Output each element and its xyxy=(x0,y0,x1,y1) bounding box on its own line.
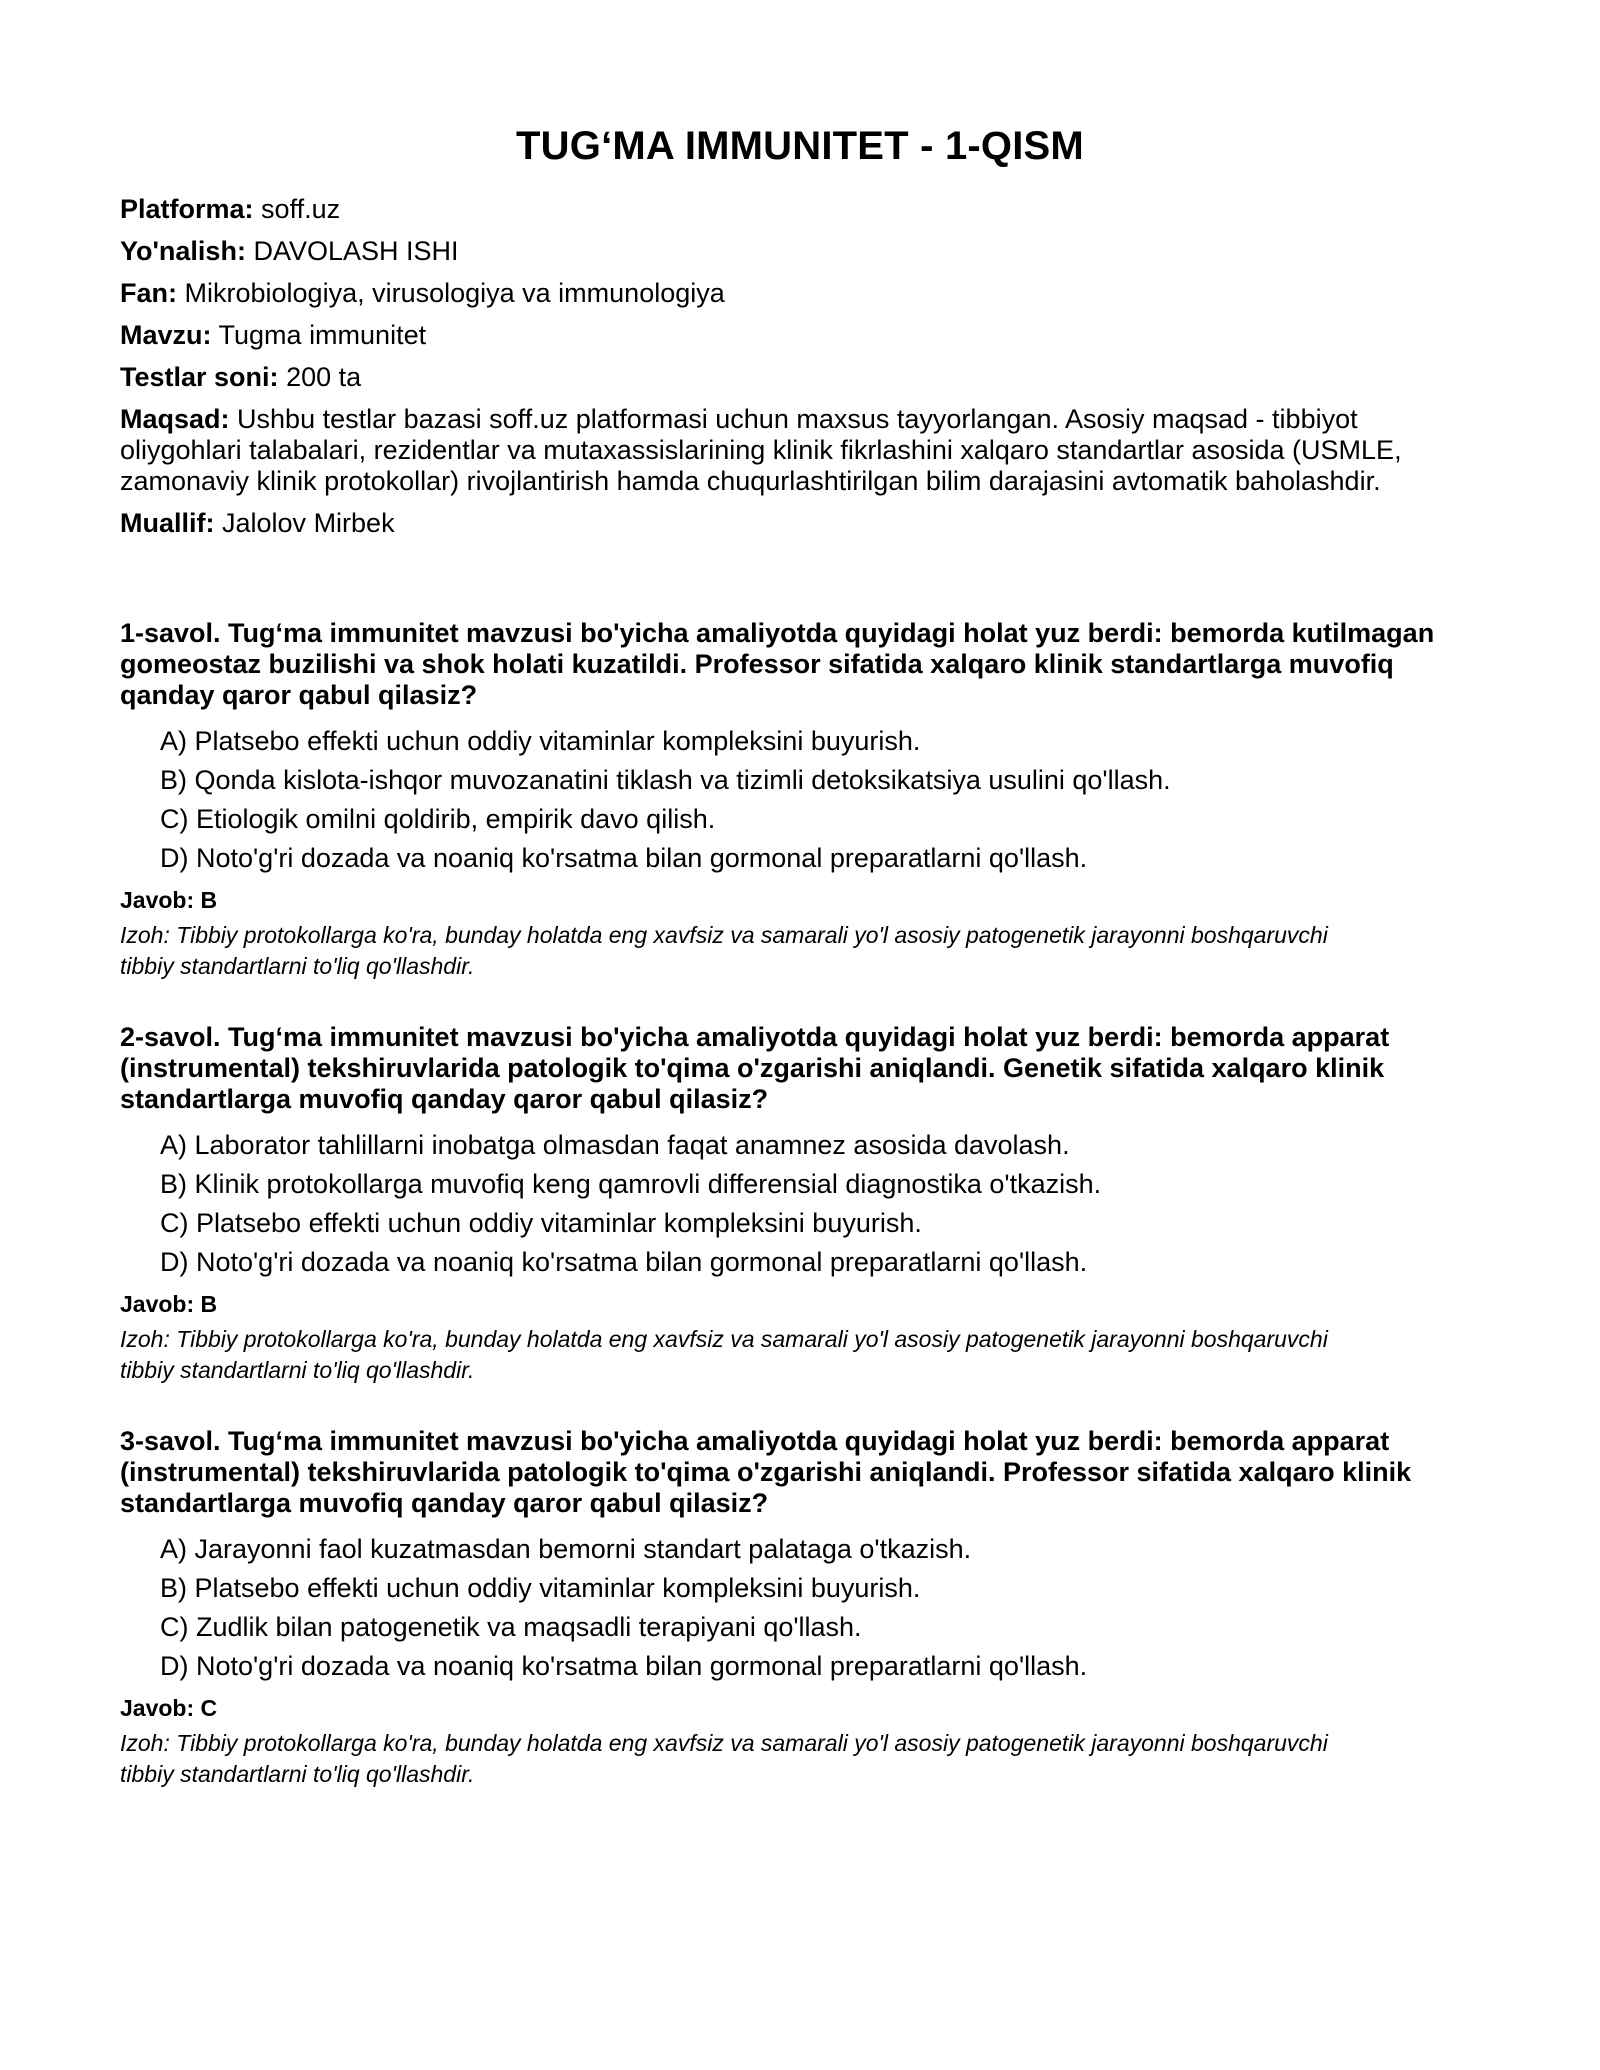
meta-author xyxy=(120,508,1460,539)
question-text: 3-savol. Tug‘ma immunitet mavzusi bo'yicha amaliyotda quyidagi holat yuz berdi: bemorda apparat (instrumental) tekshiruvlarida patologik to'qima o'zgarishi aniqlandi. Professor sifatida xalqaro klinik standartlarga muvofiq qanday qaror qabul qilasiz? xyxy=(120,1426,1412,1518)
meta-purpose xyxy=(120,404,1460,497)
question-text: 1-savol. Tug‘ma immunitet mavzusi bo'yicha amaliyotda quyidagi holat yuz berdi: bemorda kutilmagan gomeostaz buzilishi va shok holati kuzatildi. Professor sifatida xalqaro klinik standartlarga muvofiq qanday qaror qabul qilasiz? xyxy=(120,618,1435,710)
meta-label: Platforma: xyxy=(120,194,254,224)
meta-value: DAVOLASH ISHI xyxy=(253,236,459,266)
explanation-text: Izoh: Tibbiy protokollarga ko'ra, bunday holatda eng xavfsiz va samarali yo'l asosiy patogenetik jarayonni boshqaruvchi tibbiy standartlarni to'liq qo'llashdir. xyxy=(120,1730,1328,1787)
option-c: C) Platsebo effekti uchun oddiy vitaminlar kompleksini buyurish. xyxy=(160,1208,922,1238)
meta-value: soff.uz xyxy=(261,194,341,224)
option-c: C) Etiologik omilni qoldirib, empirik davo qilish. xyxy=(160,804,716,834)
document-page xyxy=(120,118,1480,1830)
question-text: 2-savol. Tug‘ma immunitet mavzusi bo'yicha amaliyotda quyidagi holat yuz berdi: bemorda apparat (instrumental) tekshiruvlarida patologik to'qima o'zgarishi aniqlandi. Genetik sifatida xalqaro klinik standartlarga muvofiq qanday qaror qabul qilasiz? xyxy=(120,1022,1390,1114)
meta-value: Ushbu testlar bazasi soff.uz platformasi uchun maxsus tayyorlangan. Asosiy maqsad - tibbiyot oliygohlari talabalari, rezidentlar va mutaxassislarining klinik fikrlashini xalqaro standartlar asosida (USMLE, zamonaviy klinik protokollar) rivojlantirish hamda chuqurlashtirilgan bilim darajasini avtomatik baholashdir. xyxy=(120,404,1402,496)
meta-label: Testlar soni: xyxy=(120,362,279,392)
meta-value: Mikrobiologiya, virusologiya va immunologiya xyxy=(184,278,725,308)
meta-label: Maqsad: xyxy=(120,404,230,434)
option-c: C) Zudlik bilan patogenetik va maqsadli terapiyani qo'llash. xyxy=(160,1612,862,1642)
answer-label: Javob: B xyxy=(120,887,218,913)
option-d: D) Noto'g'ri dozada va noaniq ko'rsatma bilan gormonal preparatlarni qo'llash. xyxy=(160,843,1088,873)
explanation-text: Izoh: Tibbiy protokollarga ko'ra, bunday holatda eng xavfsiz va samarali yo'l asosiy patogenetik jarayonni boshqaruvchi tibbiy standartlarni to'liq qo'llashdir. xyxy=(120,922,1328,979)
meta-label: Mavzu: xyxy=(120,320,212,350)
meta-topic xyxy=(120,320,1460,351)
option-b: B) Klinik protokollarga muvofiq keng qamrovli differensial diagnostika o'tkazish. xyxy=(160,1169,1102,1199)
question-block xyxy=(120,1022,1480,1386)
meta-direction xyxy=(120,236,1460,267)
meta-value: 200 ta xyxy=(286,362,362,392)
meta-platform xyxy=(120,194,1460,225)
document-title: TUG‘MA IMMUNITET - 1-QISM xyxy=(516,124,1084,168)
option-d: D) Noto'g'ri dozada va noaniq ko'rsatma bilan gormonal preparatlarni qo'llash. xyxy=(160,1651,1088,1681)
question-block xyxy=(120,1426,1480,1790)
question-block xyxy=(120,618,1480,982)
meta-value: Jalolov Mirbek xyxy=(222,508,395,538)
option-list xyxy=(120,1129,1480,1278)
option-a: A) Laborator tahlillarni inobatga olmasdan faqat anamnez asosida davolash. xyxy=(160,1130,1070,1160)
option-a: A) Platsebo effekti uchun oddiy vitaminlar kompleksini buyurish. xyxy=(160,726,921,756)
meta-value: Tugma immunitet xyxy=(218,320,427,350)
meta-label: Yo'nalish: xyxy=(120,236,246,266)
meta-label: Fan: xyxy=(120,278,177,308)
explanation-text: Izoh: Tibbiy protokollarga ko'ra, bunday holatda eng xavfsiz va samarali yo'l asosiy patogenetik jarayonni boshqaruvchi tibbiy standartlarni to'liq qo'llashdir. xyxy=(120,1326,1328,1383)
option-b: B) Qonda kislota-ishqor muvozanatini tiklash va tizimli detoksikatsiya usulini qo'llash. xyxy=(160,765,1171,795)
option-d: D) Noto'g'ri dozada va noaniq ko'rsatma bilan gormonal preparatlarni qo'llash. xyxy=(160,1247,1088,1277)
meta-test-count xyxy=(120,362,1460,393)
option-list xyxy=(120,725,1480,874)
answer-label: Javob: B xyxy=(120,1291,218,1317)
option-b: B) Platsebo effekti uchun oddiy vitaminlar kompleksini buyurish. xyxy=(160,1573,921,1603)
option-list xyxy=(120,1533,1480,1682)
answer-label: Javob: C xyxy=(120,1695,218,1721)
meta-subject xyxy=(120,278,1460,309)
option-a: A) Jarayonni faol kuzatmasdan bemorni standart palataga o'tkazish. xyxy=(160,1534,972,1564)
meta-label: Muallif: xyxy=(120,508,215,538)
document-meta xyxy=(120,194,1480,539)
question-list xyxy=(120,618,1480,1790)
